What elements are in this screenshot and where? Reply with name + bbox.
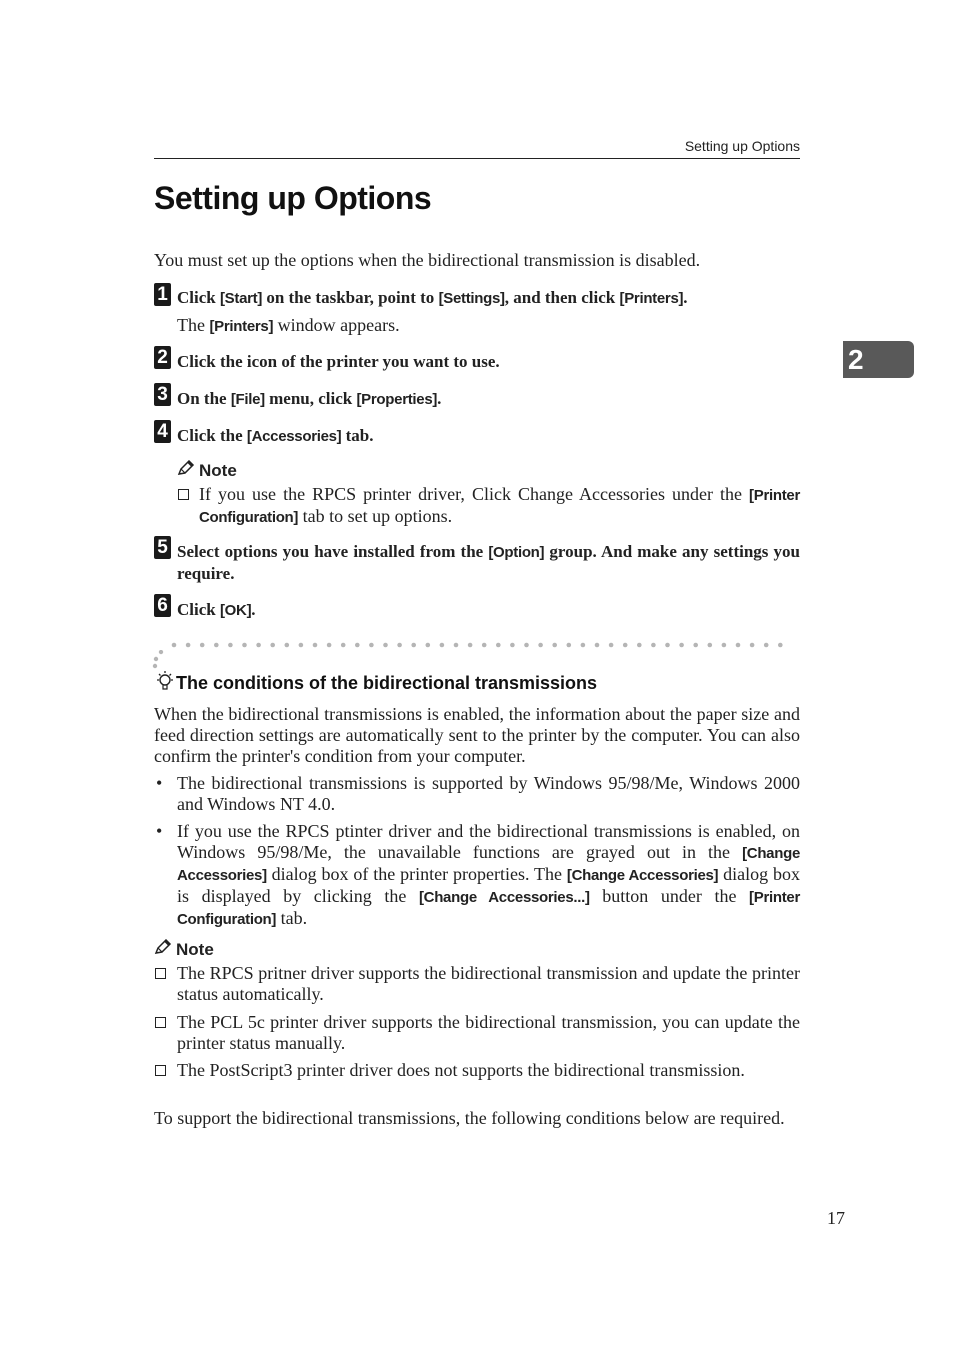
step-1-result: The [Printers] window appears. (177, 315, 400, 335)
ui-label: [File] (230, 391, 265, 408)
pencil-icon (177, 460, 199, 481)
note-heading: Note (154, 939, 214, 960)
step-number: 1 (154, 283, 171, 306)
step-number: 4 (154, 420, 171, 443)
lightbulb-icon (154, 670, 176, 697)
step-number: 5 (154, 536, 171, 559)
ui-label: [Printers] (209, 318, 274, 335)
note-1-item: If you use the RPCS printer driver, Click Change Accessories under the [Printer Configuration] tab to set up options. (199, 484, 800, 526)
chapter-number: 2 (848, 344, 864, 375)
step-2-text: Click the icon of the printer you want to use. (177, 352, 500, 371)
ui-label: [Change Accessories] (177, 845, 800, 884)
step-4-text: Click the [Accessories] tab. (177, 426, 374, 445)
intro-paragraph: You must set up the options when the bidirectional transmission is disabled. (154, 250, 701, 270)
ui-label: [Printers] (619, 290, 684, 307)
note-2-item: The PostScript3 printer driver does not supports the bidirectional transmission. (177, 1060, 745, 1080)
page-number: 17 (827, 1208, 845, 1228)
closing-paragraph: To support the bidirectional transmissions, the following conditions below are required. (154, 1108, 785, 1128)
ui-label: [Start] (219, 290, 263, 307)
note-heading: Note (177, 460, 237, 481)
ui-label: [Properties] (356, 391, 438, 408)
ui-label: [Accessories] (246, 428, 342, 445)
checkbox-icon (178, 489, 189, 500)
checkbox-icon (155, 1017, 166, 1028)
step-3-text: On the [File] menu, click [Properties]. (177, 389, 442, 408)
note-2-item: The PCL 5c printer driver supports the bidirectional transmission, you can update the printer status manually. (177, 1012, 800, 1053)
bullet-icon: • (156, 821, 163, 841)
ui-label: [Change Accessories...] (418, 889, 590, 906)
ui-label: [Settings] (438, 290, 505, 307)
checkbox-icon (155, 1065, 166, 1076)
ui-label: [Change Accessories] (566, 867, 719, 884)
ui-label: [Printer Configuration] (199, 487, 800, 526)
bullet-item-2: If you use the RPCS ptinter driver and the bidirectional transmissions is enabled, on Windows 95/98/Me, the unavailable functions are grayed out in the [Change Accessories] dialog box of the printer properties. The [Change Accessories] dialog box is displayed by clicking the [Change Accessories...] button under the [Printer Configuration] tab. (177, 821, 800, 928)
bullet-item-1: The bidirectional transmissions is supported by Windows 95/98/Me, Windows 2000 and Windows NT 4.0. (177, 773, 800, 814)
page-title: Setting up Options (154, 180, 432, 216)
dotted-corner (152, 650, 164, 672)
ui-label: [Printer Configuration] (177, 889, 800, 928)
ui-label: [OK] (219, 602, 252, 619)
checkbox-icon (155, 968, 166, 979)
step-number: 6 (154, 594, 171, 617)
pencil-icon (154, 939, 176, 960)
reference-paragraph: When the bidirectional transmissions is enabled, the information about the paper size and feed direction settings are automatically sent to the printer by the computer. You can also confirm the printer's condition from your computer. (154, 704, 800, 766)
ui-label: [Option] (488, 544, 545, 561)
step-6-text: Click [OK]. (177, 600, 256, 619)
header-rule (154, 158, 800, 159)
step-number: 3 (154, 383, 171, 406)
dotted-separator (154, 638, 800, 652)
step-number: 2 (154, 346, 171, 369)
reference-heading: The conditions of the bidirectional transmissions (154, 670, 597, 697)
step-1-text: Click [Start] on the taskbar, point to [Settings], and then click [Printers]. (177, 288, 688, 307)
bullet-icon: • (156, 773, 163, 793)
note-2-item: The RPCS pritner driver supports the bidirectional transmission and update the printer status automatically. (177, 963, 800, 1004)
step-5-text: Select options you have installed from the [Option] group. And make any settings you require. (177, 542, 800, 583)
running-head: Setting up Options (684, 138, 800, 154)
